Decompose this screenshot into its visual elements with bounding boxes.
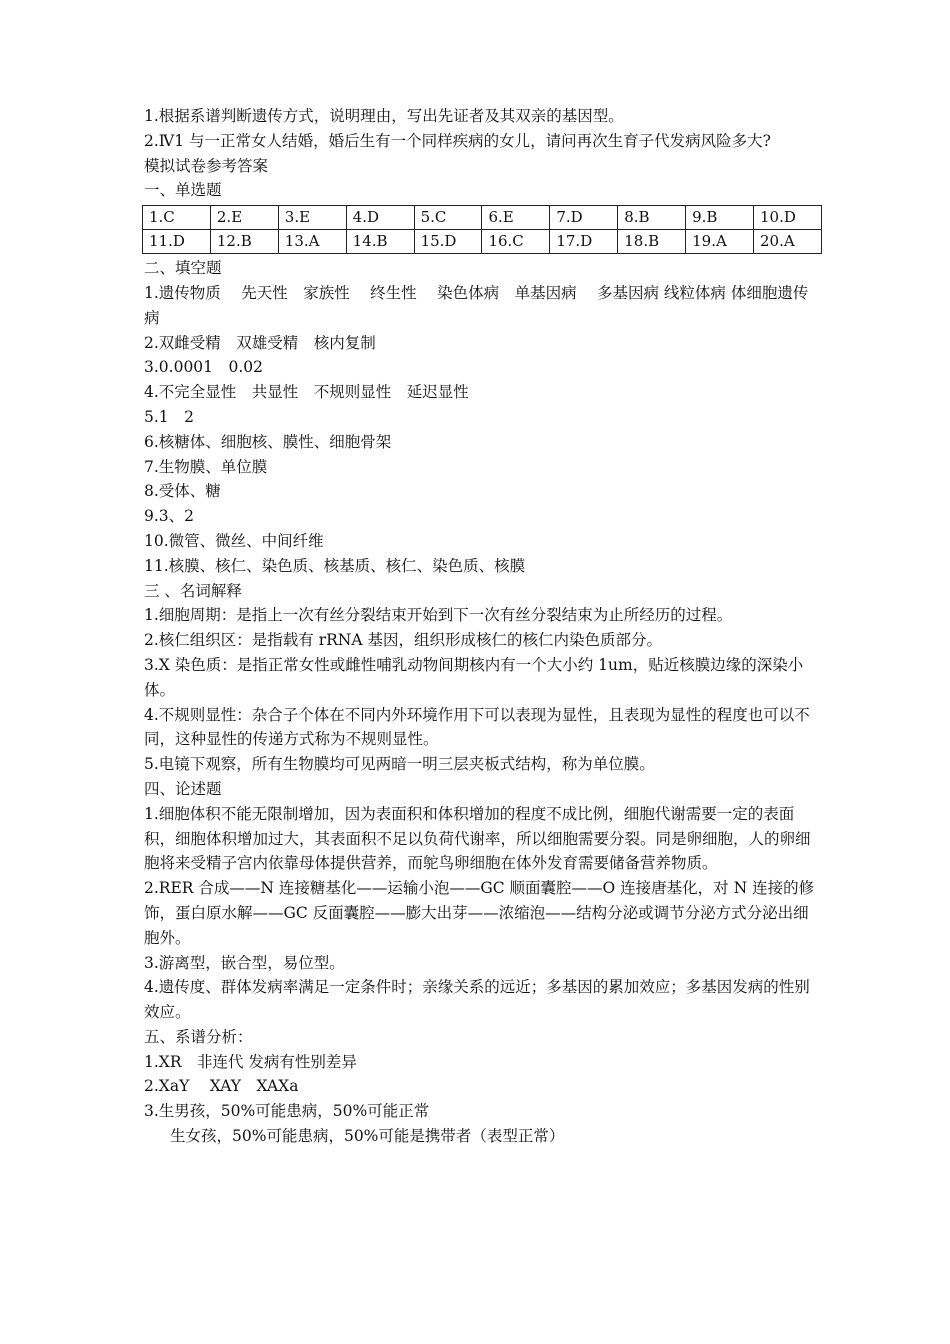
answer-table (142, 205, 822, 254)
table-cell: 12.B (210, 230, 278, 254)
table-cell: 11.D (143, 230, 211, 254)
section4-title: 四、论述题 (144, 779, 222, 798)
essay-answer: 4.遗传度、群体发病率满足一定条件时；亲缘关系的远近；多基因的累加效应；多基因发病的性别效应。 (144, 978, 810, 1022)
table-cell: 18.B (618, 230, 686, 254)
question-1: 1.根据系谱判断遗传方式，说明理由，写出先证者及其双亲的基因型。 (144, 107, 624, 125)
term-definition: 4.不规则显性：杂合子个体在不同内外环境作用下可以表现为显性，且表现为显性的程度也可以不同，这种显性的传递方式称为不规则显性。 (144, 705, 810, 749)
essay-answer: 1.细胞体积不能无限制增加，因为表面积和体积增加的程度不成比例，细胞代谢需要一定的表面积，细胞体积增加过大，其表面积不足以负荷代谢率，所以细胞需要分裂。同是卵细胞，人的卵细胞将来受精子宫内依靠母体提供营养，而鸵鸟卵细胞在体外发育需要储备营养物质。 (144, 804, 811, 873)
term-definition: 5.电镜下观察，所有生物膜均可见两暗一明三层夹板式结构，称为单位膜。 (144, 755, 655, 774)
fill-answer: 10.微管、微丝、中间纤维 (144, 531, 324, 550)
table-cell: 9.B (686, 206, 754, 230)
table-cell: 20.A (754, 230, 822, 254)
fill-answer: 2.双雌受精 双雄受精 核内复制 (144, 333, 376, 352)
table-cell: 8.B (618, 206, 686, 230)
fill-answer: 4.不完全显性 共显性 不规则显性 延迟显性 (144, 383, 469, 402)
answer-title: 模拟试卷参考答案 (144, 156, 269, 175)
fill-answer: 8.受体、糖 (144, 482, 221, 501)
table-cell: 5.C (414, 206, 482, 230)
table-cell: 15.D (414, 230, 482, 254)
table-row (143, 230, 822, 254)
fill-answer: 11.核膜、核仁、染色质、核基质、核仁、染色质、核膜 (144, 556, 526, 575)
document-content (144, 104, 816, 1149)
table-cell: 1.C (143, 206, 211, 230)
table-cell: 19.A (686, 230, 754, 254)
term-definition: 3.X 染色质：是指正常女性或雌性哺乳动物间期核内有一个大小约 1um，贴近核膜边缘的深染小体。 (144, 655, 804, 699)
fill-answer: 9.3、2 (144, 507, 195, 526)
table-cell: 2.E (210, 206, 278, 230)
question-2: 2.Ⅳ1 与一正常女人结婚，婚后生有一个同样疾病的女儿，请问再次生育子代发病风险多大? (144, 131, 771, 150)
table-cell: 17.D (550, 230, 618, 254)
table-cell: 10.D (754, 206, 822, 230)
fill-answer: 3.0.0001 0.02 (144, 358, 264, 377)
table-row (143, 206, 822, 230)
pedigree-answer: 2.XaY XAY XAXa (144, 1077, 299, 1096)
table-cell: 16.C (482, 230, 550, 254)
table-cell: 3.E (278, 206, 346, 230)
section5-title: 五、系谱分析： (144, 1027, 253, 1046)
essay-answer: 3.游离型，嵌合型，易位型。 (144, 953, 345, 972)
pedigree-answer-continuation: 生女孩，50%可能患病，50%可能是携带者（表型正常） (170, 1127, 565, 1146)
essay-answer: 2.RER 合成——N 连接糖基化——运输小泡——GC 顺面囊腔——O 连接唐基化，对 N 连接的修饰，蛋白原水解——GC 反面囊腔——膨大出芽——浓缩泡——结构分泌或调节分泌方式分泌出细胞外。 (144, 879, 815, 947)
fill-answer: 6.核糖体、细胞核、膜性、细胞骨架 (144, 432, 392, 451)
section2-title: 二、填空题 (144, 259, 222, 278)
pedigree-answer: 3.生男孩，50%可能患病，50%可能正常 (144, 1102, 430, 1121)
table-cell: 7.D (550, 206, 618, 230)
table-cell: 6.E (482, 206, 550, 230)
pedigree-answer: 1.XR 非连代 发病有性别差异 (144, 1052, 357, 1071)
section3-title: 三 、名词解释 (144, 581, 242, 600)
fill-answer: 7.生物膜、单位膜 (144, 457, 268, 476)
term-definition: 2.核仁组织区：是指载有 rRNA 基因，组织形成核仁的核仁内染色质部分。 (144, 631, 662, 650)
term-definition: 1.细胞周期：是指上一次有丝分裂结束开始到下一次有丝分裂结束为止所经历的过程。 (144, 606, 733, 625)
table-cell: 13.A (278, 230, 346, 254)
section1-title: 一、单选题 (144, 181, 222, 200)
table-cell: 4.D (346, 206, 414, 230)
fill-answer: 5.1 2 (144, 407, 195, 426)
table-cell: 14.B (346, 230, 414, 254)
fill-answer: 1.遗传物质 先天性 家族性 终生性 染色体病 单基因病 多基因病 线粒体病 体细胞遗传病 (144, 283, 809, 327)
